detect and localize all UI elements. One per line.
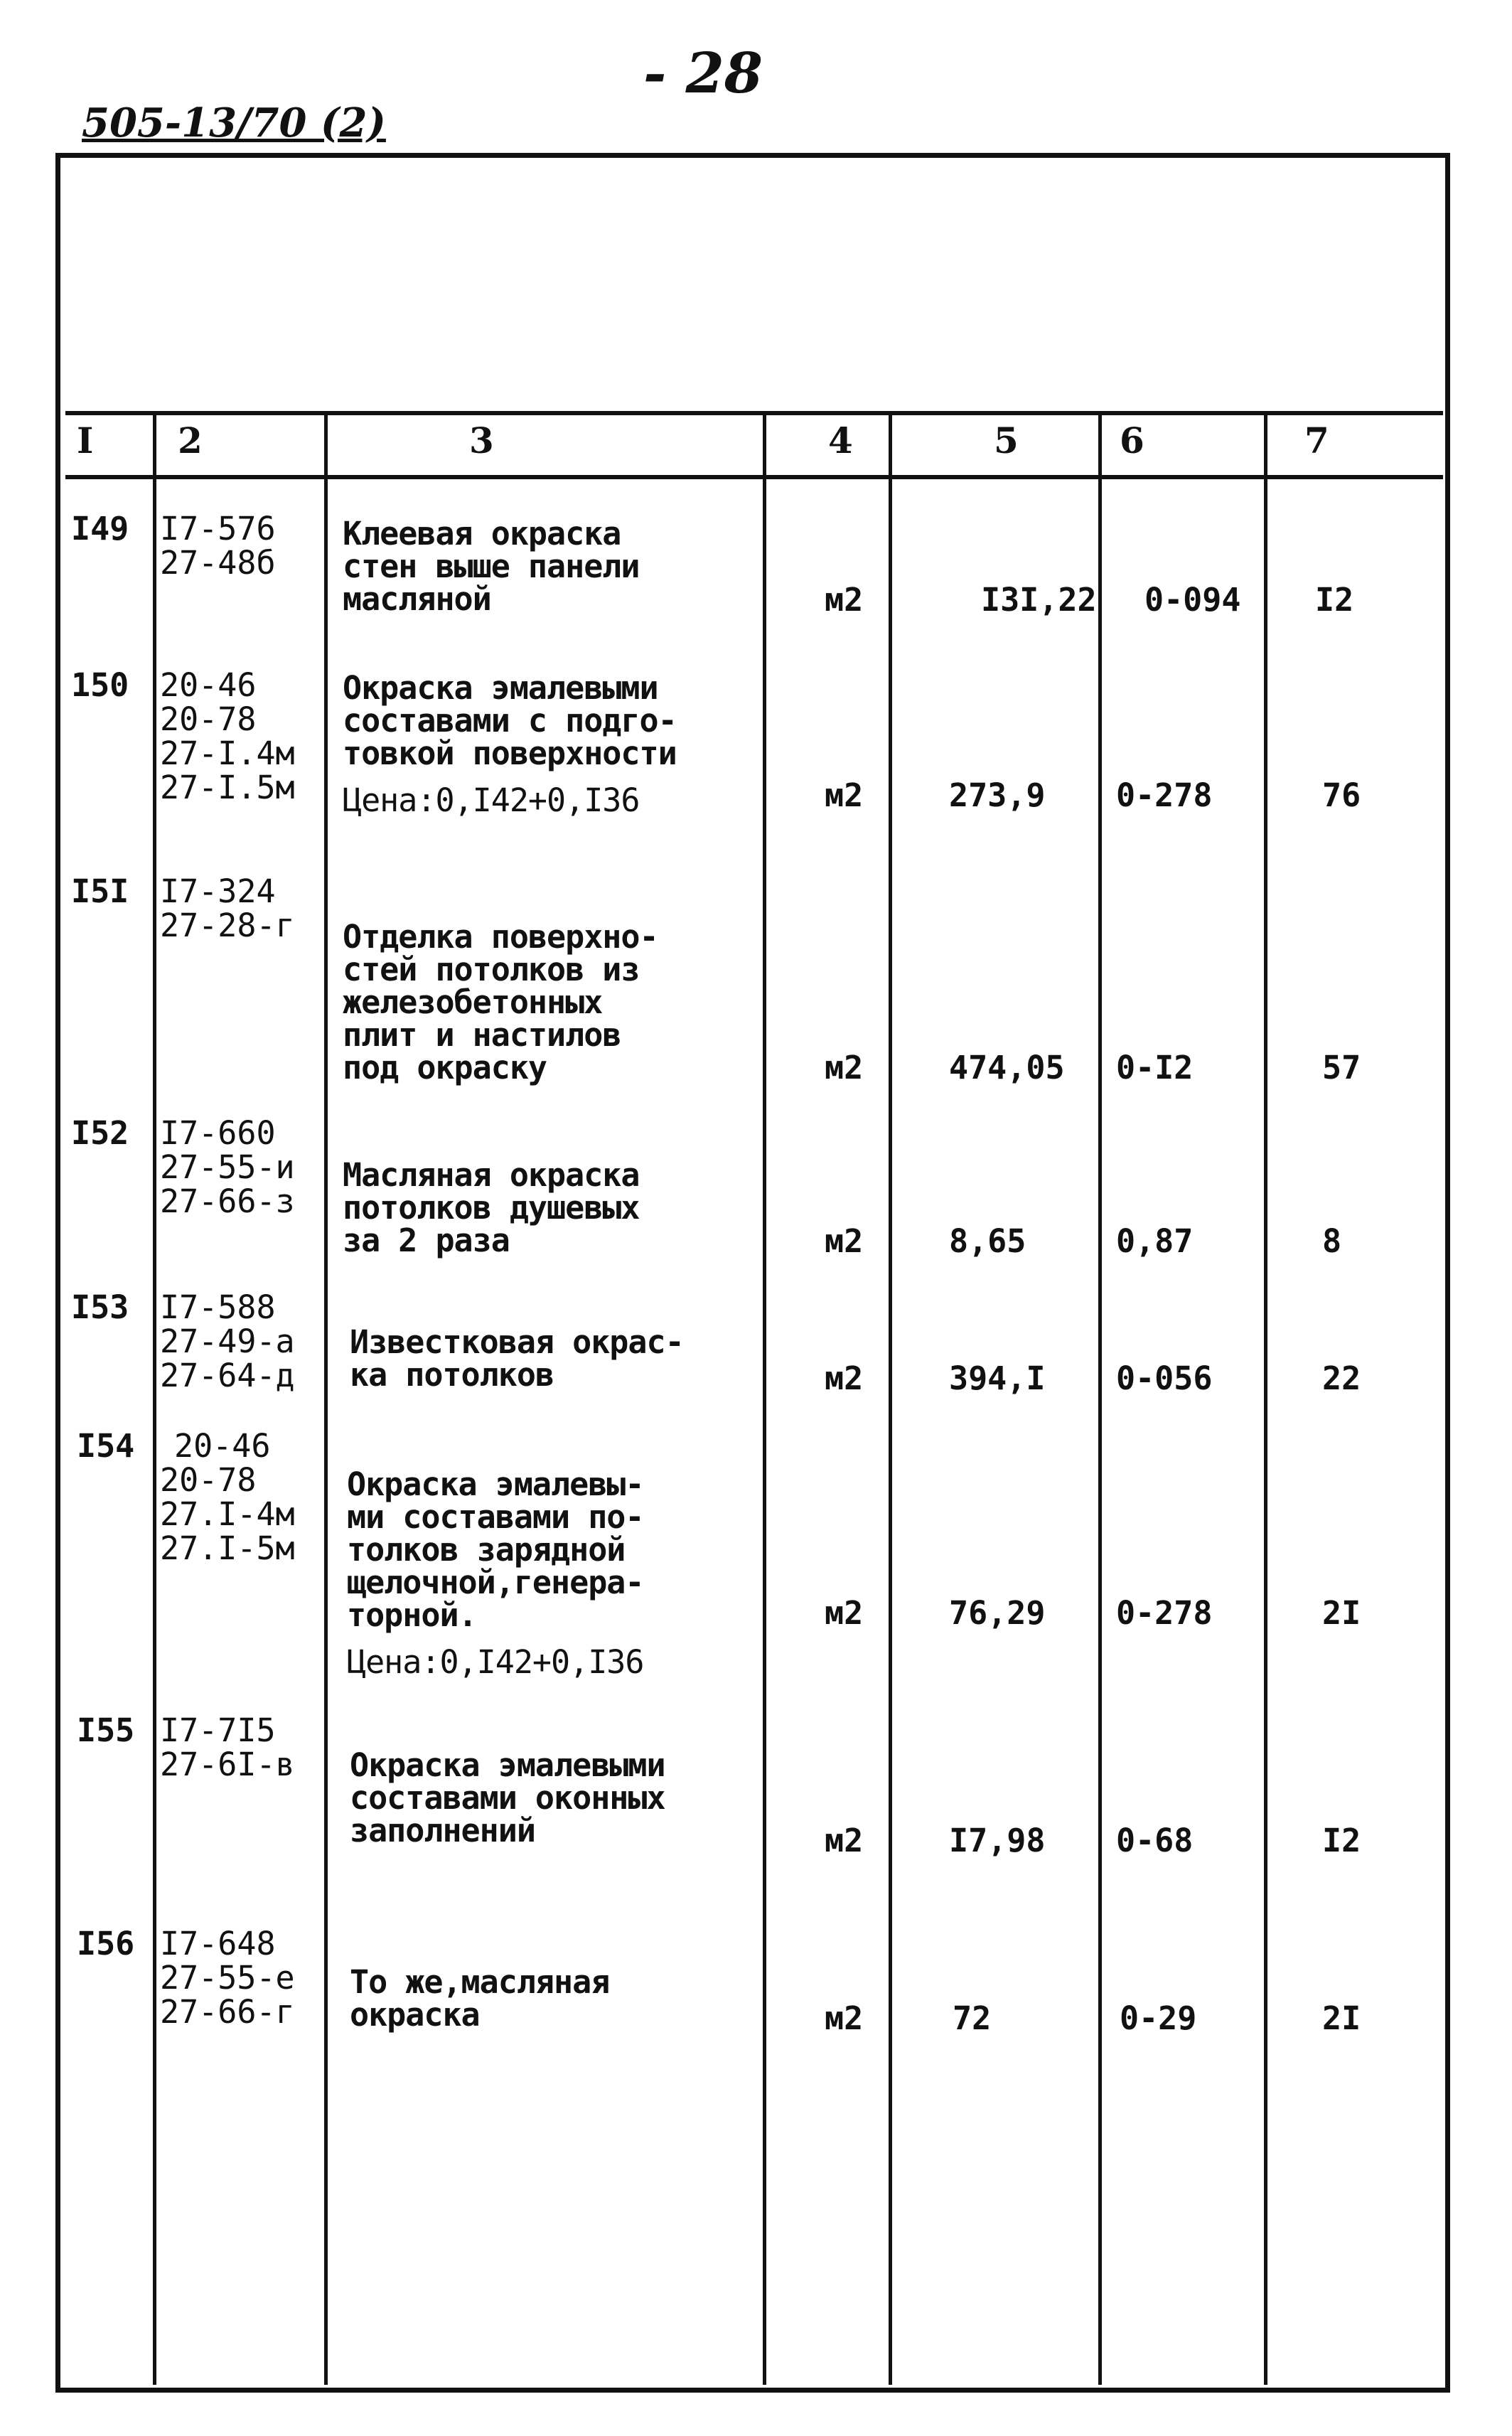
row-quantity: I3I,22 <box>981 581 1097 619</box>
code: 27-66-г <box>160 1993 295 2031</box>
row-description <box>350 1323 684 1394</box>
code: I7-7I5 <box>160 1711 276 1749</box>
row-norm: 0-278 <box>1116 776 1213 814</box>
code: 27.I-4м <box>160 1495 295 1533</box>
code: 27-66-з <box>160 1182 295 1220</box>
row-number: I54 <box>77 1427 135 1465</box>
row-description <box>350 1963 610 2034</box>
row-total: I2 <box>1315 581 1354 619</box>
row-total: 2I <box>1322 1594 1361 1632</box>
row-unit: м2 <box>825 1822 864 1859</box>
price-note: Цена:0,I42+0,I36 <box>347 1643 644 1681</box>
row-norm: 0-094 <box>1144 581 1241 619</box>
row-description <box>350 1746 665 1849</box>
header-col-1: I <box>77 420 94 461</box>
row-unit: м2 <box>825 581 864 619</box>
description-text: То же,масляная окраска <box>350 1963 610 2034</box>
code: I7-588 <box>160 1288 276 1326</box>
column-divider-6 <box>1264 415 1267 2385</box>
row-codes <box>160 1116 295 1219</box>
row-unit: м2 <box>825 1594 864 1632</box>
code: 27-64-д <box>160 1357 295 1394</box>
column-divider-5 <box>1098 415 1102 2385</box>
code: 27-55-е <box>160 1959 295 1997</box>
row-norm: 0-68 <box>1116 1822 1194 1859</box>
table-frame <box>55 153 1450 2393</box>
row-number: I56 <box>77 1925 135 1962</box>
row-norm: 0-29 <box>1120 1999 1197 2037</box>
code: I7-324 <box>160 872 276 910</box>
row-quantity: 8,65 <box>949 1222 1026 1260</box>
row-unit: м2 <box>825 1049 864 1086</box>
code: I7-576 <box>160 510 276 547</box>
row-quantity: 474,05 <box>949 1049 1065 1086</box>
code: 20-46 <box>174 1427 271 1465</box>
row-total: 8 <box>1322 1222 1342 1260</box>
header-col-7: 7 <box>1304 420 1329 461</box>
row-quantity: 76,29 <box>949 1594 1046 1632</box>
row-description <box>343 669 677 819</box>
row-total: 76 <box>1322 776 1361 814</box>
code: 27-49-а <box>160 1323 295 1360</box>
header-top-rule <box>65 411 1443 415</box>
code: I7-648 <box>160 1925 276 1962</box>
row-codes <box>160 1288 295 1394</box>
code: 20-78 <box>160 1461 257 1499</box>
row-norm: 0-I2 <box>1116 1049 1194 1086</box>
document-code: 505-13/70 (2) <box>82 100 386 146</box>
page-number: - 28 <box>643 41 763 106</box>
row-number: I49 <box>71 510 129 547</box>
row-unit: м2 <box>825 776 864 814</box>
description-text: Окраска эмалевы- ми составами по- толков зарядной щелочной,генера- торной. <box>347 1465 644 1634</box>
row-description <box>343 1156 640 1259</box>
column-divider-3 <box>763 415 766 2385</box>
row-description <box>347 1465 644 1681</box>
header-col-4: 4 <box>828 420 853 461</box>
row-codes <box>160 1711 295 1783</box>
description-text: Масляная окраска потолков душевых за 2 раза <box>343 1156 640 1259</box>
code: 27-I.4м <box>160 734 295 772</box>
row-number: I55 <box>77 1711 135 1749</box>
code: 27-48б <box>160 544 276 582</box>
description-text: Окраска эмалевыми составами с подго- товкой поверхности <box>343 669 677 772</box>
code: 27-6I-в <box>160 1746 295 1783</box>
header-col-5: 5 <box>994 420 1019 461</box>
row-total: 22 <box>1322 1359 1361 1397</box>
column-divider-4 <box>889 415 892 2385</box>
code: 27-28-г <box>160 907 295 944</box>
row-total: 2I <box>1322 1999 1361 2037</box>
row-codes <box>160 1429 295 1566</box>
row-quantity: 394,I <box>949 1359 1046 1397</box>
row-number: I52 <box>71 1114 129 1152</box>
code: 20-46 <box>160 666 257 704</box>
code: I7-660 <box>160 1114 276 1152</box>
row-codes <box>160 1927 295 2029</box>
row-norm: 0-278 <box>1116 1594 1213 1632</box>
row-norm: 0,87 <box>1116 1222 1194 1260</box>
row-number: I53 <box>71 1288 129 1326</box>
description-text: Окраска эмалевыми составами оконных заполнений <box>350 1746 665 1849</box>
code: 27.I-5м <box>160 1529 295 1567</box>
row-codes <box>160 512 276 580</box>
price-note: Цена:0,I42+0,I36 <box>343 781 640 819</box>
header-col-6: 6 <box>1120 420 1144 461</box>
row-codes <box>160 872 295 944</box>
row-unit: м2 <box>825 1222 864 1260</box>
code: 27-I.5м <box>160 769 295 806</box>
row-total: 57 <box>1322 1049 1361 1086</box>
row-quantity: I7,98 <box>949 1822 1046 1859</box>
row-unit: м2 <box>825 1359 864 1397</box>
description-text: Клеевая окраска стен выше панели масляной <box>343 515 640 618</box>
description-text: Известковая окрас- ка потолков <box>350 1323 684 1394</box>
row-norm: 0-056 <box>1116 1359 1213 1397</box>
header-col-3: 3 <box>469 420 494 461</box>
row-quantity: 273,9 <box>949 776 1046 814</box>
row-number: I5I <box>71 872 129 910</box>
code: 20-78 <box>160 700 257 738</box>
row-quantity: 72 <box>953 1999 992 2037</box>
row-description <box>343 515 640 618</box>
column-divider-2 <box>324 415 328 2385</box>
row-number: 150 <box>71 666 129 704</box>
row-unit: м2 <box>825 1999 864 2037</box>
header-bottom-rule <box>65 475 1443 479</box>
column-divider-1 <box>153 415 156 2385</box>
description-text: Отделка поверхно- стей потолков из железобетонных плит и настилов под окраску <box>343 918 658 1086</box>
code: 27-55-и <box>160 1148 295 1186</box>
row-description <box>343 918 658 1086</box>
row-codes <box>160 668 295 805</box>
header-col-2: 2 <box>178 420 203 461</box>
row-total: I2 <box>1322 1822 1361 1859</box>
